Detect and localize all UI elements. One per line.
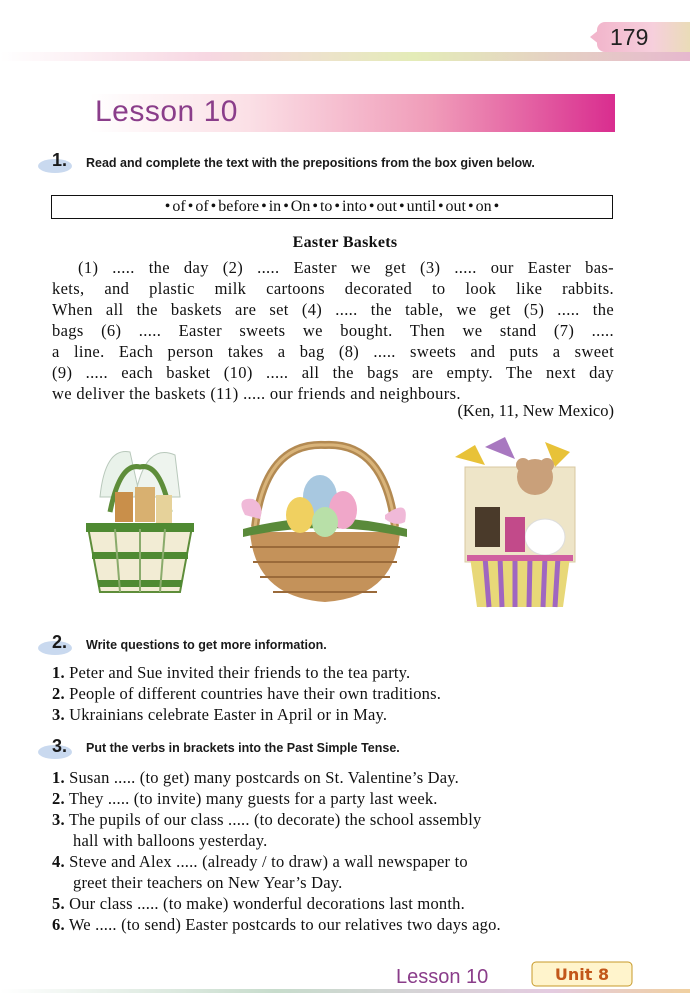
exercise-3-number-text: 3.: [52, 736, 68, 756]
word-box-item: to: [319, 198, 333, 215]
exercise-1-number-text: 1.: [52, 150, 68, 170]
word-box-item: of: [172, 198, 186, 215]
unit-logo-text: Unit 8: [554, 965, 610, 984]
word-box-bullet: •: [187, 198, 194, 215]
list-item-text: Ukrainians celebrate Easter in April or in May.: [69, 705, 388, 724]
paragraph-line: (9) ..... each basket (10) ..... all the bags are empty. The next day: [52, 363, 614, 382]
bottom-color-band: [0, 989, 690, 993]
exercise-2-number-text: 2.: [52, 632, 68, 652]
exercise-2-instruction: Write questions to get more information.: [86, 638, 327, 652]
list-item-number: 4.: [52, 852, 65, 871]
list-item-number: 3.: [52, 705, 65, 724]
list-item: [52, 852, 468, 872]
paragraph-line: (1) ..... the day (2) ..... Easter we get (3) ..... our Easter bas-: [78, 258, 614, 277]
word-box-bullet: •: [437, 198, 444, 215]
word-box-bullet: •: [312, 198, 318, 215]
list-item-text: People of different countries have their own traditions.: [69, 684, 442, 703]
text-attribution: (Ken, 11, New Mexico): [457, 401, 614, 420]
exercise-1-instruction: Read and complete the text with the prepositions from the box given below.: [86, 156, 535, 170]
list-item-text: Peter and Sue invited their friends to the tea party.: [69, 663, 411, 682]
word-box-item: in: [268, 198, 282, 215]
word-box-bullet: •: [334, 198, 341, 215]
list-item-continuation: greet their teachers on New Year’s Day.: [73, 873, 343, 892]
paragraph-line: kets, and plastic milk cartoons decorated to look like rabbits.: [52, 279, 614, 298]
list-item: [52, 915, 501, 935]
paragraph-line: a line. Each person takes a bag (8) ..... sweets and puts a sweet: [52, 342, 614, 361]
word-box-bullet: •: [283, 198, 289, 215]
list-item-number: 6.: [52, 915, 65, 934]
list-item-text: We ..... (to send) Easter postcards to our relatives two days ago.: [68, 915, 501, 934]
list-item-number: 2.: [52, 684, 65, 703]
word-box-bullet: •: [368, 198, 375, 215]
list-item: [52, 684, 441, 704]
list-item-number: 3.: [52, 810, 65, 829]
lesson-title: Lesson 10: [95, 95, 238, 128]
list-item: [52, 810, 481, 830]
exercise-1-number: [52, 150, 67, 171]
top-color-band: [0, 52, 690, 61]
word-box-item: before: [218, 198, 260, 215]
word-box-bullet: •: [261, 198, 267, 215]
word-box-bullet: •: [468, 198, 474, 215]
list-item-number: 5.: [52, 894, 65, 913]
paragraph-line: we deliver the baskets (11) ..... our friends and neighbours.: [52, 384, 461, 403]
list-item-text: The pupils of our class ..... (to decorate) the school assembly: [68, 810, 482, 829]
list-item-text: They ..... (to invite) many guests for a party last week.: [68, 789, 438, 808]
paragraph-line: When all the baskets are set (4) ..... the table, we get (5) ..... the: [52, 300, 614, 319]
exercise-3-number: [52, 736, 67, 757]
word-box-item: into: [342, 198, 367, 215]
list-item-text: Steve and Alex ..... (already / to draw) a wall newspaper to: [69, 852, 468, 871]
list-item: [52, 768, 459, 788]
word-box-item: on: [475, 198, 492, 215]
word-box-bullet: •: [164, 198, 171, 215]
exercise-3-instruction: Put the verbs in brackets into the Past Simple Tense.: [86, 741, 400, 755]
word-box-item: of: [195, 198, 209, 215]
wicker-basket-with-eggs-image: [225, 437, 420, 607]
list-item: [52, 705, 387, 725]
word-box-item: out: [445, 198, 466, 215]
list-item: [52, 663, 410, 683]
word-box-bullet: •: [493, 198, 500, 215]
exercise-2-number: [52, 632, 67, 653]
footer-lesson-label: Lesson 10: [396, 966, 489, 988]
easter-baskets-title: Easter Baskets: [292, 234, 398, 251]
word-box-item: out: [376, 198, 397, 215]
list-item: [52, 789, 438, 809]
list-item-number: 2.: [52, 789, 65, 808]
unit-8-logo: [527, 960, 637, 990]
page-number: 179: [610, 24, 649, 50]
preposition-word-box: [51, 195, 613, 219]
list-item: [52, 894, 465, 914]
list-item-text: Our class ..... (to make) wonderful decorations last month.: [69, 894, 465, 913]
list-item-continuation: hall with balloons yesterday.: [73, 831, 268, 850]
list-item-number: 1.: [52, 663, 65, 682]
paragraph-line: bags (6) ..... Easter sweets we bought. Then we stand (7) .....: [52, 321, 614, 340]
green-basket-image: [80, 437, 200, 597]
list-item-text: Susan ..... (to get) many postcards on St. Valentine’s Day.: [69, 768, 459, 787]
word-box-item: On: [290, 198, 311, 215]
gift-basket-with-toys-image: [445, 437, 595, 612]
word-box-bullet: •: [398, 198, 405, 215]
word-box-item: until: [406, 198, 436, 215]
list-item-number: 1.: [52, 768, 65, 787]
word-box-bullet: •: [210, 198, 217, 215]
